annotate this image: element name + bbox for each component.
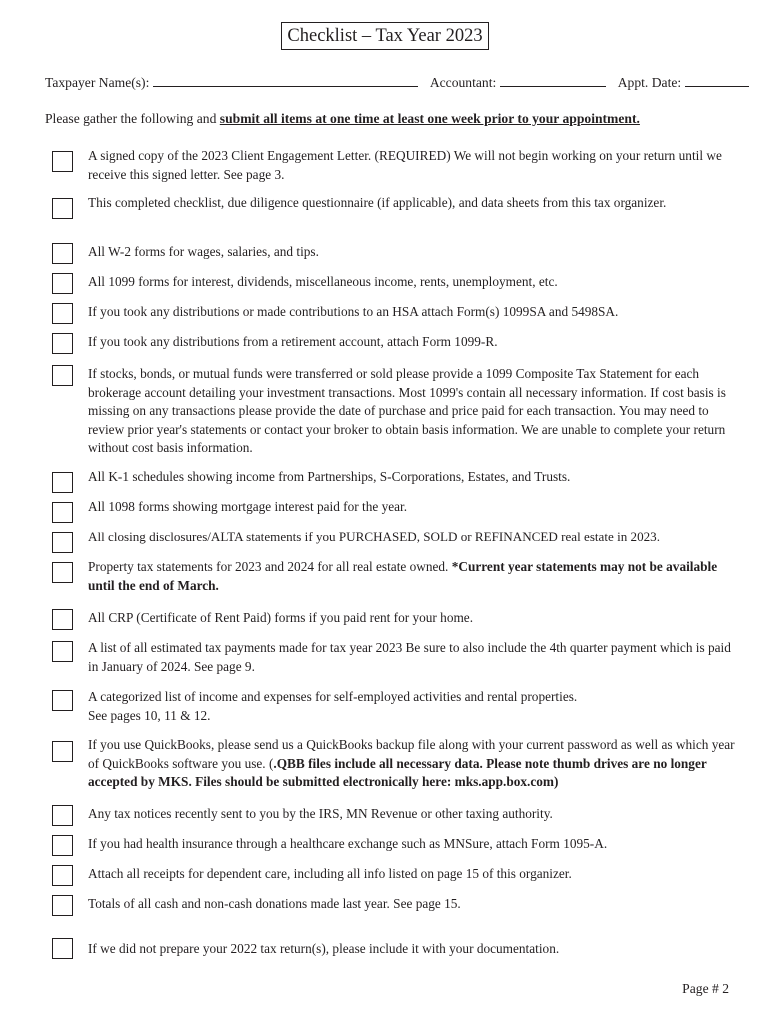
item-text: If you took any distributions or made contributions to an HSA attach Form(s) 1099SA and 5498SA. — [88, 304, 619, 319]
checkbox[interactable] — [52, 333, 73, 354]
item-text: All 1099 forms for interest, dividends, miscellaneous income, rents, unemployment, etc. — [88, 274, 558, 289]
item-text: If you had health insurance through a healthcare exchange such as MNSure, attach Form 1095-A. — [88, 836, 608, 851]
item-text: Totals of all cash and non-cash donations made last year. See page 15. — [88, 896, 461, 911]
checkbox[interactable] — [52, 609, 73, 630]
checkbox[interactable] — [52, 243, 73, 264]
item-text: Any tax notices recently sent to you by the IRS, MN Revenue or other taxing authority. — [88, 806, 553, 821]
instructions-emphasis: submit all items at one time at least one week prior to your appointment. — [219, 111, 640, 126]
item-text: All CRP (Certificate of Rent Paid) forms if you paid rent for your home. — [88, 610, 474, 625]
checkbox[interactable] — [52, 805, 73, 826]
item-text: A signed copy of the 2023 Client Engagement Letter. (REQUIRED) We will not begin working on your return until we receive this signed letter. See page 3. — [88, 148, 722, 182]
item-text-plain: Property tax statements for 2023 and 2024 for all real estate owned. — [88, 559, 452, 574]
checkbox[interactable] — [52, 151, 73, 172]
item-text: This completed checklist, due diligence questionnaire (if applicable), and data sheets from this tax organizer. — [88, 195, 667, 210]
item-text: A list of all estimated tax payments made for tax year 2023 Be sure to also include the 4th quarter payment which is paid in January of 2024. See page 9. — [88, 640, 731, 674]
page-number: Page # 2 — [682, 981, 729, 996]
checkbox[interactable] — [52, 865, 73, 886]
checkbox[interactable] — [52, 690, 73, 711]
item-text-line2: See pages 10, 11 & 12. — [88, 707, 211, 723]
item-text-bold: *Current year statements may not be available until the end of March. — [88, 559, 718, 593]
instructions — [45, 110, 745, 128]
item-text — [88, 558, 740, 595]
item-text: If you took any distributions from a retirement account, attach Form 1099-R. — [88, 334, 498, 349]
item-text: All closing disclosures/ALTA statements if you PURCHASED, SOLD or REFINANCED real estate in 2023. — [88, 529, 661, 544]
checkbox[interactable] — [52, 303, 73, 324]
item-text: All W-2 forms for wages, salaries, and tips. — [88, 244, 319, 259]
page-title: Checklist – Tax Year 2023 — [281, 22, 489, 50]
item-text-plain: If you use QuickBooks, please send us a QuickBooks backup file along with your current password as well as which year of QuickBooks software you use. ( — [88, 737, 735, 771]
checkbox[interactable] — [52, 198, 73, 219]
item-text — [88, 736, 740, 792]
checkbox[interactable] — [52, 562, 73, 583]
taxpayer-name-label: Taxpayer Name(s): — [45, 75, 150, 90]
item-text: All K-1 schedules showing income from Partnerships, S-Corporations, Estates, and Trusts. — [88, 469, 571, 484]
checkbox[interactable] — [52, 472, 73, 493]
item-text: If stocks, bonds, or mutual funds were transferred or sold please provide a 1099 Composite Tax Statement for each brokerage account detailing your investment transactions. Most 1099's contain all necessary information. If cost basis is missing on any transactions please provide the date of purchase and price paid for each transaction. You may need to review prior year's statements or contact your broker to obtain basis information. We are unable to complete your return without cost basis information. — [88, 366, 726, 456]
item-text: Attach all receipts for dependent care, including all info listed on page 15 of this organizer. — [88, 866, 572, 881]
checkbox[interactable] — [52, 938, 73, 959]
appt-date-label: Appt. Date: — [617, 75, 682, 90]
checkbox[interactable] — [52, 741, 73, 762]
item-text — [88, 688, 740, 725]
checkbox[interactable] — [52, 365, 73, 386]
accountant-label: Accountant: — [429, 75, 497, 90]
item-text: If we did not prepare your 2022 tax return(s), please include it with your documentation. — [88, 941, 560, 956]
checkbox[interactable] — [52, 641, 73, 662]
checkbox[interactable] — [52, 502, 73, 523]
item-text-line1: A categorized list of income and expenses for self-employed activities and rental properties. — [88, 689, 578, 704]
item-text: All 1098 forms showing mortgage interest paid for the year. — [88, 499, 408, 514]
checkbox[interactable] — [52, 895, 73, 916]
taxpayer-header-row — [45, 74, 735, 92]
taxpayer-name-field[interactable] — [153, 74, 418, 87]
appt-date-field[interactable] — [685, 74, 749, 87]
checkbox[interactable] — [52, 532, 73, 553]
checkbox[interactable] — [52, 273, 73, 294]
instructions-lead: Please gather the following and — [45, 111, 220, 126]
checkbox[interactable] — [52, 835, 73, 856]
accountant-field[interactable] — [500, 74, 606, 87]
item-text-bold: .QBB files include all necessary data. Please note thumb drives are no longer accepted by MKS. Files should be submitted electronically here: mks.app.box.com) — [88, 755, 707, 790]
